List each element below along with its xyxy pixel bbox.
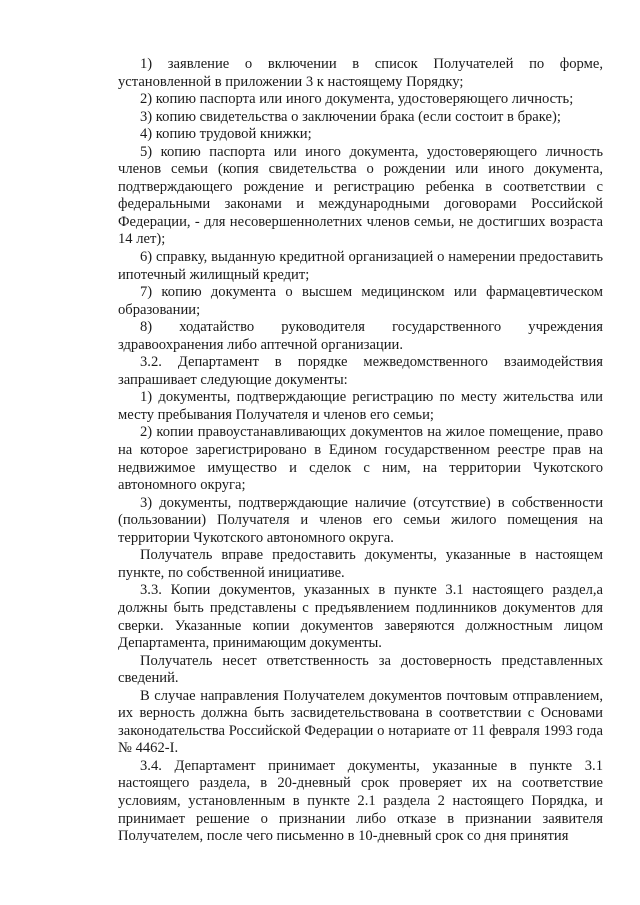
list-item-petition: 8) ходатайство руководителя государственного учреждения здравоохранения либо аптечной организации. [118,319,603,353]
list-item-education-document: 7) копию документа о высшем медицинском или фармацевтическом образовании; [118,284,603,318]
paragraph-responsibility: Получатель несет ответственность за достоверность представленных сведений. [118,652,603,687]
list-item-application: 1) заявление о включении в список Получателей по форме, установленной в приложении 3 к настоящему Порядку; [118,56,603,90]
list-item-title-documents: 2) копии правоустанавливающих документов на жилое помещение, право на которое зарегистрировано в Едином государственном реестре прав на недвижимое имущество и сделок с ним, на территории Чукотского автономного округа; [118,424,603,494]
list-item-bank-certificate: 6) справку, выданную кредитной организацией о намерении предоставить ипотечный жилищный кредит; [118,249,603,283]
section-3-4: 3.4. Департамент принимает документы, указанные в пункте 3.1 настоящего раздела, в 20-дневный срок проверяет их на соответствие условиям, установленным в пункте 2.1 раздела 2 настоящего Порядка, и принимает решение о признании либо отказе в признании заявителя Получателем, после чего письменно в 10-дневный срок со дня принятия [118,757,603,845]
paragraph-own-initiative: Получатель вправе предоставить документы, указанные в настоящем пункте, по собственной инициативе. [118,547,603,581]
list-item-housing-ownership: 3) документы, подтверждающие наличие (отсутствие) в собственности (пользовании) Получателя и членов его семьи жилого помещения на территории Чукотского автономного округа. [118,494,603,546]
list-item-family-passports: 5) копию паспорта или иного документа, удостоверяющего личность членов семьи (копия свидетельства о рождении или иного документа, подтверждающего рождение и регистрацию ребенка в соответствии с федеральными законами и международными договорами Российской Федерации, - для несовершеннолетних членов семьи, не достигших возраста 14 лет); [118,143,603,248]
paragraph-postal-delivery: В случае направления Получателем документов почтовым отправлением, их верность должна быть засвидетельствована в соответствии с Основами законодательства Российской Федерации о нотариате от 11 февраля 1993 года № 4462-I. [118,687,603,757]
list-item-marriage-certificate: 3) копию свидетельства о заключении брака (если состоит в браке); [140,108,561,125]
list-item-passport: 2) копию паспорта или иного документа, удостоверяющего личность; [140,91,574,108]
list-item-employment-record: 4) копию трудовой книжки; [140,126,312,143]
list-item-registration: 1) документы, подтверждающие регистрацию по месту жительства или месту пребывания Получателя и членов его семьи; [118,389,603,423]
document-body [118,56,603,846]
section-3-3: 3.3. Копии документов, указанных в пункте 3.1 настоящего раздел,а должны быть представлены с предъявлением подлинников документов для сверки. Указанные копии документов заверяются должностным лицом Департамента, принимающим документы. [118,582,603,652]
section-3-2: 3.2. Департамент в порядке межведомственного взаимодействия запрашивает следующие документы: [118,354,603,388]
